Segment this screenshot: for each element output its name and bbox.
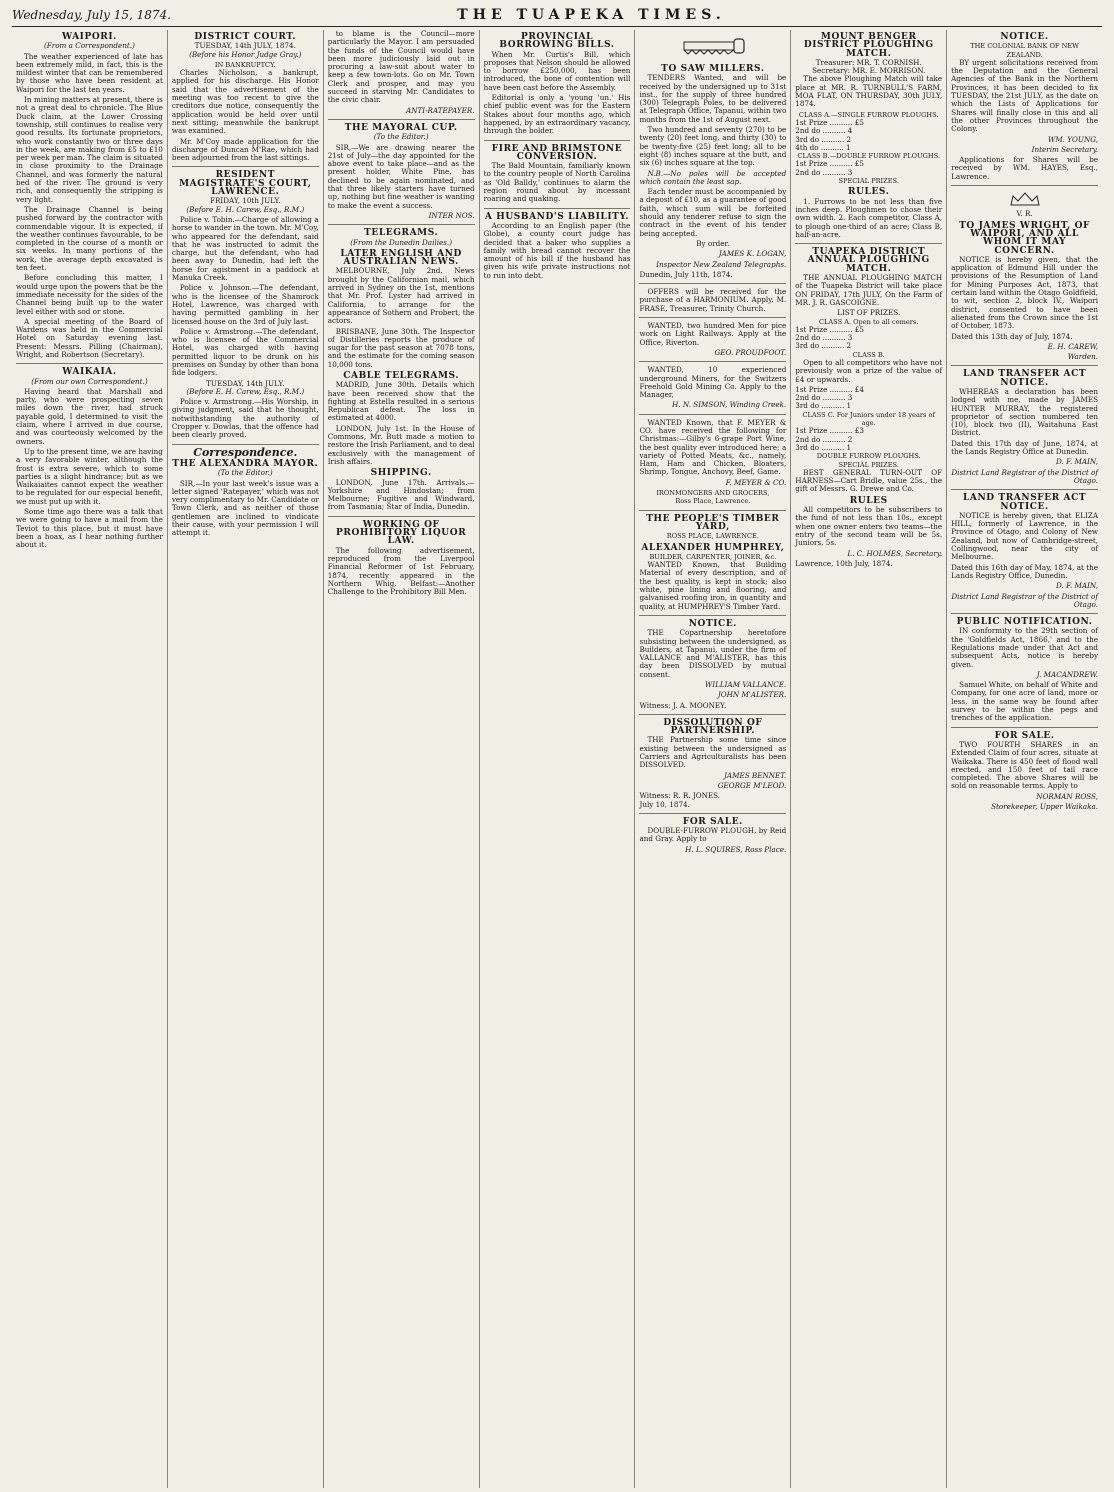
land-transfer-paragraph: WHEREAS a declaration has been lodged with me, made by JAMES HUNTER MURRAY, the registered proprietor of section numbered ten (10), block two (II), Waitahuna East District. bbox=[951, 386, 1099, 438]
meyer-ad: WANTED Known, that F. MEYER & CO. have received the following for Christmas:—Gilby's 6-grape Port Wine, the best quality ever introduced here; a variety of Potted Meats, &c., namely, Ham, Ham and Chicken, Bloaters, Shrimp, Tongue, Anchovy, Beef, Game. bbox=[639, 417, 787, 477]
rm-before: (Before E. H. Carew, Esq., R.M.) bbox=[186, 204, 305, 214]
prize-row: 1st Prize .......... £5 bbox=[795, 117, 864, 127]
telegrams-heading: TELEGRAMS. bbox=[364, 228, 439, 239]
fire-brimstone-paragraph: The Bald Mountain, familiarly known to the country people of North Carolina as 'Old Balldy,' continues to alarm the region round about by incessant roaring and quaking. bbox=[483, 161, 631, 204]
by-order: By order. bbox=[696, 238, 730, 248]
land-transfer-paragraph: NOTICE is hereby given, that ELIZA HILL, formerly of Lawrence, in the Province of Otago, and Colony of New Zealand, but now of Cambridge-street, Collingwood, near the city of Melbourne. bbox=[951, 510, 1099, 562]
prize-list bbox=[795, 119, 942, 152]
special-prizes-heading: SPECIAL PRIZES. bbox=[838, 460, 899, 469]
mayoral-cup-heading: THE MAYORAL CUP. bbox=[344, 122, 458, 133]
prize-row: 4th do .......... 1 bbox=[795, 142, 851, 152]
rm-paragraph: Police v. Armstrong.—The defendant, who is licensee of the Commercial Hotel, was charged with having permitted liquor to be drunk on his premises on Sunday by other than bona fide lodgers. bbox=[171, 326, 319, 378]
prize-row: 1st Prize .......... £5 bbox=[795, 159, 864, 169]
prize-list bbox=[795, 326, 942, 351]
humphrey-ad: WANTED Known, that Building Material of every description, and of the best quality, is kept in stock; also white, pine lining and flooring, and galvanised roofing iron, in quantity and quality, at HUMPHREY'S Timber Yard. bbox=[639, 560, 787, 611]
saw-millers-heading: TO SAW MILLERS. bbox=[661, 64, 765, 74]
rm-court-heading: RESIDENT MAGISTRATE'S COURT, LAWRENCE. bbox=[179, 170, 312, 198]
tuapeka-match-paragraph: THE ANNUAL PLOUGHING MATCH of the Tuapeka District will take place ON FRIDAY, 17th JULY, On the Farm of MR. J. R. GASCOIGNE. bbox=[795, 273, 943, 307]
to-the-editor: (To the Editor.) bbox=[217, 468, 273, 478]
waipori-heading: WAIPORI. bbox=[61, 32, 117, 42]
tuapeka-signature: L. C. HOLMES, Secretary. bbox=[847, 548, 943, 558]
miners-signature: H. N. SIMSON, Winding Creek. bbox=[672, 400, 787, 410]
prohibitory-law-heading: WORKING OF PROHIBITORY LIQUOR LAW. bbox=[336, 519, 467, 547]
vr-mark: V. R. bbox=[1016, 209, 1033, 219]
waikaia-subheading: (From our own Correspondent.) bbox=[31, 376, 148, 386]
land-transfer-date: Dated this 17th day of June, 1874, at the Lands Registry Office at Dunedin. bbox=[951, 438, 1099, 457]
waipori-paragraph: A special meeting of the Board of Wardens was held in the Commercial Hotel on Saturday evening last. Present: Messrs. Pilling (Chairman), Wright, and Robertson (Secretary). bbox=[16, 316, 163, 359]
class-b-note: Open to all competitors who have not previously won a prize of the value of £4 or upwards. bbox=[795, 357, 943, 384]
newspaper-title: THE TUAPEKA TIMES. bbox=[457, 7, 726, 23]
public-notification-paragraph: IN conformity to the 29th section of the 'Goldfields Act, 1866,' and to the Regulations made under that Act and subsequent Acts, notice is hereby given. bbox=[951, 626, 1099, 669]
saw-signature: JAMES K. LOGAN, bbox=[718, 249, 787, 259]
land-transfer-signature-title: District Land Registrar of the District of Otago. bbox=[951, 591, 1099, 609]
waikaia-paragraph: Up to the present time, we are having a very favorable winter, although the frost is extra severe, which to some parties is a slight hindrance; but as we Waikaiaites cannot expect the weather to be regulated for our especial benefit, we must put up with it. bbox=[16, 446, 163, 506]
prize-row: 2nd do .......... 3 bbox=[795, 333, 853, 343]
cable-paragraph: MADRID, June 30th. Details which have been received show that the fighting at Estella resulted in a serious Republican defeat. The loss in estimated at 4000. bbox=[327, 380, 475, 423]
vr-date: Dated this 13th day of July, 1874. bbox=[951, 331, 1073, 341]
district-court-heading: DISTRICT COURT. bbox=[194, 32, 297, 42]
rm-date: FRIDAY, 10th JULY. bbox=[209, 196, 281, 206]
news-paragraph: BRISBANE, June 30th. The Inspector of Distilleries reports the produce of sugar for the past season at 7078 tons, and the estimate for the coming season 10,000 tons. bbox=[327, 326, 475, 369]
land-transfer-signature-title: District Land Registrar of the District of Otago. bbox=[951, 467, 1099, 485]
public-notification-heading: PUBLIC NOTIFICATION. bbox=[956, 617, 1093, 628]
prize-row: 3rd do .......... 1 bbox=[795, 401, 852, 411]
tuapeka-match-heading: TUAPEKA DISTRICT ANNUAL PLOUGHING MATCH. bbox=[807, 247, 930, 274]
for-sale-paragraph: DOUBLE-FURROW PLOUGH, by Reid and Gray. Apply to bbox=[639, 826, 787, 844]
rm-paragraph: Police v. Armstrong.—His Worship, in giving judgment, said that he thought, notwithstanding the authority of Cropper v. Dowlas, that the offence had been clearly proved. bbox=[171, 397, 319, 440]
later-news-heading: LATER ENGLISH AND AUSTRALIAN NEWS. bbox=[340, 248, 462, 268]
letter-signature: ANTI-RATEPAYER. bbox=[406, 105, 475, 115]
bank-signature: WM. YOUNG, bbox=[1047, 134, 1099, 144]
vr-signature: E. H. CAREW, bbox=[1047, 341, 1099, 351]
notice-witness: Witness: J. A. MOONEY. bbox=[639, 700, 727, 710]
cable-paragraph: LONDON, July 1st. In the House of Commons, Mr. Butt made a motion to restore the Irish Parliament, and to deal exclusively with the management of Irish affairs. bbox=[327, 423, 475, 466]
borrowing-bills-heading: PROVINCIAL BORROWING BILLS. bbox=[499, 32, 615, 51]
class-a-heading: CLASS A. Open to all comers. bbox=[819, 317, 919, 326]
class-b-heading: CLASS B. bbox=[852, 350, 885, 359]
mayoral-cup-signature: INTER NOS. bbox=[428, 210, 475, 220]
telegrams-subheading: (From the Dunedin Dailies.) bbox=[350, 237, 453, 247]
prize-list bbox=[795, 160, 942, 177]
column-7 bbox=[947, 30, 1102, 1488]
class-b-heading: CLASS B.—DOUBLE FURROW PLOUGHS. bbox=[797, 152, 941, 161]
masthead bbox=[12, 4, 1102, 26]
for-sale-signature: H. L. SQUIRES, Ross Place. bbox=[685, 844, 787, 854]
special-prizes-heading: SPECIAL PRIZES. bbox=[838, 177, 899, 186]
meyer-signature: F. MEYER & CO. bbox=[725, 477, 787, 487]
for-sale-heading: FOR SALE. bbox=[994, 730, 1055, 741]
shipping-heading: SHIPPING. bbox=[370, 468, 432, 479]
rules-heading: RULES. bbox=[848, 187, 890, 198]
notice-signature: WILLIAM VALLANCE. bbox=[704, 680, 787, 689]
notice-signature: JOHN M'ALISTER. bbox=[717, 690, 787, 700]
prize-list bbox=[795, 386, 942, 411]
harmonium-ad: OFFERS will be received for the purchase of a HARMONIUM. Apply, M. FRASE, Treasurer, Trinity Church. bbox=[639, 287, 787, 313]
correspondence-paragraph: SIR,—In your last week's issue was a letter signed 'Ratepayer,' which was not very complimentary to Mr. Candidate or Town Clerk, and as neither of those gentlemen are inclined to vindicate their cause, with your permission I will attempt it. bbox=[171, 478, 319, 538]
tuapeka-date: Lawrence, 10th July, 1874. bbox=[795, 558, 893, 568]
for-sale-heading: FOR SALE. bbox=[682, 816, 743, 827]
bank-notice-paragraph: BY urgent solicitations received from the Deputation and the General Agencies of the Bank in the Northern Provinces, it has been decided to fix TUESDAY, the 21st JULY, as the date on which the Lists of Applications for Shares will finally close in this and all the other Provinces throughout the Colony. bbox=[951, 57, 1099, 134]
land-transfer-signature: D. F. MAIN, bbox=[1056, 581, 1099, 591]
husband-liability-paragraph: According to an English paper (the Globe), a county court judge has decided that a baker who supplies a family with bread cannot recover the amount of his bill if the husband has given his wife private instructions not to run into debt. bbox=[483, 220, 631, 280]
class-c-heading: CLASS C. For Juniors under 18 years of age. bbox=[802, 410, 935, 428]
rm-date-2: TUESDAY, 14th JULY. bbox=[206, 378, 285, 388]
news-paragraph: MELBOURNE, July 2nd. News brought by the Californian mail, which arrived in Sydney on the 1st, mentions that Mr. Prof. Lyster had arrived in California, to arrange for the appearance of Sothern and Probert, the actors. bbox=[327, 266, 475, 326]
rm-before-2: (Before E. H. Carew, Esq., R.M.) bbox=[186, 386, 305, 396]
court-paragraph: Charles Nicholson, a bankrupt, applied for his discharge. His Honor said that the advertisement of the meeting was too recent to give the creditors due notice, consequently the application would be held over until next sitting; meanwhile the bankrupt was examined. bbox=[171, 68, 319, 136]
borrowing-bills-paragraph: Editorial is only a 'young 'un.' His chief public event was for the Eastern Stakes about four months ago, which happened, by an extraordinary vacancy, through the bolder. bbox=[483, 93, 631, 136]
prize-row: 1st Prize .......... £5 bbox=[795, 324, 864, 334]
court-date: TUESDAY, 14th JULY, 1874. bbox=[194, 41, 296, 51]
saw-millers-paragraph: Two hundred and seventy (270) to be twenty (20) feet long, and thirty (30) to be twenty-five (25) feet long; all to be eight (8) inches square at the butt, and six (6) inches square at the top. bbox=[639, 125, 787, 168]
dissolution-paragraph: THE Partnership some time since existing between the undersigned as Carriers and Agriculturalists has been DISSOLVED. bbox=[639, 735, 787, 770]
waipori-paragraph: In mining matters at present, there is not a great deal to chronicle. The Blue Duck claim, at the Lower Crossing township, still continues to realise very good results. Its fortunate proprietors, who work constantly two or three days in the week, are making from £5 to £10 per week per man. The claim is situated in close proximity to the Drainage Channel, and was formerly the natural bed of the river. The ground is very rich, and consequently the stripping is very light. bbox=[16, 95, 163, 204]
prize-row: 2nd do .......... 3 bbox=[795, 167, 853, 177]
correspondence-heading: Correspondence. bbox=[193, 445, 298, 459]
for-sale-signature-title: Storekeeper, Upper Waikaka. bbox=[991, 802, 1099, 812]
alexandra-mayor-heading: THE ALEXANDRA MAYOR. bbox=[172, 458, 319, 469]
issue-date: Wednesday, July 15, 1874. bbox=[12, 8, 171, 22]
court-before: (Before his Honor Judge Gray.) bbox=[189, 49, 302, 59]
mount-benger-heading: MOUNT BENGER DISTRICT PLOUGHING MATCH. bbox=[803, 32, 934, 59]
vr-heading: TO JAMES WRIGHT, OF WAIPORI, AND ALL WHOM IT MAY CONCERN. bbox=[959, 220, 1091, 256]
prize-row: 1st Prize .......... £4 bbox=[795, 384, 864, 394]
waipori-paragraph: The weather experienced of late has been extremely mild, in fact, this is the mildest winter that can be remembered by those who have been resident at Waipori for the last ten years. bbox=[16, 51, 163, 94]
prize-row: 2nd do .......... 4 bbox=[795, 126, 853, 136]
husband-liability-heading: A HUSBAND'S LIABILITY. bbox=[484, 211, 630, 222]
prize-row: 2nd do .......... 2 bbox=[795, 434, 853, 444]
saw-date: Dunedin, July 11th, 1874. bbox=[639, 269, 733, 279]
miners-ad: WANTED, 10 experienced underground Miners, for the Switzers Freehold Gold Mining Co. Apply to the Manager, bbox=[639, 365, 787, 400]
column-2 bbox=[168, 30, 324, 1488]
bank-name: THE COLONIAL BANK OF NEW ZEALAND. bbox=[970, 42, 1079, 59]
column-4 bbox=[480, 30, 636, 1488]
waipori-paragraph: Before concluding this matter, I would urge upon the powers that be the immediate necessity for the sides of the Channel being built up to the water level either with sod or stone. bbox=[16, 273, 163, 316]
shipping-paragraph: LONDON, June 17th. Arrivals.—Yorkshire and Hindostan; from Melbourne; Fugitive and Windward, from Tasmania; Star of India, Dunedin. bbox=[327, 477, 475, 512]
mount-benger-treasurer: Treasurer: MR. T. CORNISH. bbox=[815, 57, 922, 67]
bank-applications: Applications for Shares will be received by WM. HAYES, Esq., Lawrence. bbox=[951, 155, 1099, 181]
cable-telegrams-heading: CABLE TELEGRAMS. bbox=[343, 370, 460, 381]
list-of-prizes-heading: LIST OF PRIZES. bbox=[837, 308, 901, 318]
land-transfer-date: Dated this 16th day of May, 1874, at the Lands Registry Office, Dunedin. bbox=[951, 562, 1099, 580]
notice-heading: NOTICE. bbox=[688, 618, 738, 629]
special-prizes-paragraph: BEST GENERAL TURN-OUT OF HARNESS—Cart Bridle, value 25s., the gift of Messrs. G. Drewe and Co. bbox=[795, 467, 943, 494]
court-bankruptcy: IN BANKRUPTCY. bbox=[214, 60, 276, 69]
vr-signature-title: Warden. bbox=[1067, 352, 1099, 362]
meyer-trade: IRONMONGERS AND GROCERS, bbox=[656, 489, 770, 498]
prize-row: 3rd do .......... 1 bbox=[795, 442, 852, 452]
court-paragraph: Mr. M'Coy made application for the discharge of Duncan M'Rae, which had been adjourned from the last sittings. bbox=[171, 136, 319, 163]
mayoral-cup-paragraph: SIR,—We are drawing nearer the 21st of July—the day appointed for the above event to take place—and as the present holder, White Pine, has declined to be again nominated, and that three likely starters have turned up, nothing but fine weather is wanting to make the event a success. bbox=[327, 142, 475, 210]
humphrey-trade: BUILDER, CARPENTER, JOINER, &c. bbox=[649, 552, 777, 561]
prize-row: 3rd do .......... 2 bbox=[795, 341, 852, 351]
dissolution-date: July 10, 1874. bbox=[639, 799, 690, 809]
notice-paragraph: THE Copartnership heretofore subsisting between the undersigned, as Builders, at Tapanui, under the firm of VALLANCE and M'ALISTER, has this day been DISSOLVED by mutual consent. bbox=[639, 628, 787, 679]
column-5 bbox=[635, 30, 791, 1488]
meyer-address: Ross Place, Lawrence. bbox=[675, 497, 751, 506]
borrowing-bills-paragraph: When Mr. Curtis's Bill, which proposes that Nelson should be allowed to borrow £250,000, has been introduced, the bone of contention will have been cast before the Assembly. bbox=[483, 49, 631, 92]
bank-notice-heading: NOTICE. bbox=[1000, 32, 1049, 42]
fire-brimstone-heading: FIRE AND BRIMSTONE CONVERSION. bbox=[491, 143, 623, 162]
railways-ad: WANTED, two hundred Men for pice work on Light Railways. Apply at the Office, Riverton. bbox=[639, 321, 787, 347]
prize-row: 3rd do .......... 2 bbox=[795, 134, 852, 144]
waipori-subheading: (From a Correspondent.) bbox=[43, 41, 135, 51]
bank-signature-title: Interim Secretary. bbox=[1031, 144, 1099, 154]
land-transfer-heading: LAND TRANSFER ACT NOTICE. bbox=[962, 493, 1087, 512]
column-1 bbox=[12, 30, 168, 1488]
dissolution-heading: DISSOLUTION OF PARTNERSHIP. bbox=[663, 717, 763, 737]
letter-continued: to blame is the Council—more particularly the Mayor. I am persuaded the funds of the Council would have been more judiciously laid out in procuring a law-suit about water to keep a few town-lots. Go on Mr. Town Clerk and prosper, and may you succeed in starving Mr. Candidates to the civic chair. bbox=[327, 30, 475, 105]
mount-benger-paragraph: The above Ploughing Match will take place at MR. R. TURNBULL'S FARM, MOA FLAT, ON THURSDAY, 30th JULY, 1874. bbox=[795, 74, 943, 109]
prohibitory-law-paragraph: The following advertisement, reproduced from the Liverpool Financial Reformer of 1st February, 1874, recently appeared in the Northern Whig, Belfast:—Another Challenge to the Prohibitory Bill Men. bbox=[327, 545, 475, 597]
for-sale-signature: NORMAN ROSS, bbox=[1036, 791, 1099, 801]
rules-paragraph: 1. Furrows to be not less than five inches deep. Ploughmen to chose their own width. 2. Each competitor, Class A, to plough one-third of an acre; Class B, half-an-acre. bbox=[795, 196, 943, 239]
public-notification-paragraph: Samuel White, on behalf of White and Company, for one acre of land, more or less, in the same way be found after survey to be within the pegs and trenches of the application. bbox=[951, 680, 1099, 723]
dissolution-witness: Witness: R. R. JONES. bbox=[639, 791, 721, 801]
prize-row: 1st Prize .......... £3 bbox=[795, 426, 864, 436]
land-transfer-heading: LAND TRANSFER ACT NOTICE. bbox=[962, 369, 1087, 388]
column-3 bbox=[324, 30, 480, 1488]
saw-millers-paragraph: TENDERS Wanted, and will be received by the undersigned up to 31st inst., for the supply of three hundred (300) Telegraph Poles, to be delivered at Telegraph Office, Tapanui, within two months from the 1st of August next. bbox=[639, 73, 787, 124]
timber-yard-address: ROSS PLACE, LAWRENCE. bbox=[666, 532, 759, 541]
waikaia-paragraph: Having heard that Marshall and party, who were prospecting seven miles down the river, had struck payable gold, I determined to visit the claim, where I arrived in due course, and was courteously welcomed by the owners. bbox=[16, 386, 163, 446]
prize-list bbox=[795, 427, 942, 452]
waikaia-paragraph: Some time ago there was a talk that we were going to have a mail from the Teviot to this place, but it must have been a hoax, as I hear nothing further about it. bbox=[16, 507, 163, 550]
crown-icon bbox=[951, 190, 1098, 210]
land-transfer-signature: D. F. MAIN, bbox=[1056, 457, 1099, 467]
double-furrow-heading: DOUBLE FURROW PLOUGHS. bbox=[816, 452, 921, 461]
prize-row: 2nd do .......... 3 bbox=[795, 393, 853, 403]
public-notification-signature: J. MACANDREW. bbox=[1036, 669, 1099, 679]
rm-paragraph: Police v. Tobin.—Charge of allowing a horse to wander in the town. Mr. M'Coy, who appeared for the defendant, said that he was instructed to admit the charge, but the defendant, who had been away to Dunedin, had left the horse for agistment in a paddock at Manuka Creek. bbox=[171, 214, 319, 283]
railways-signature: GEO. PROUDFOOT. bbox=[714, 347, 787, 357]
rm-paragraph: Police v. Johnson.—The defendant, who is the licensee of the Shamrock Hotel, Lawrence, was charged with having permitted gambling in her licensed house on the 3rd of July last. bbox=[171, 283, 319, 326]
rules-heading: RULES bbox=[849, 495, 888, 506]
mount-benger-secretary: Secretary: MR. E. MORRISON. bbox=[812, 66, 926, 76]
humphrey-heading: ALEXANDER HUMPHREY, bbox=[641, 542, 785, 553]
waikaia-heading: WAIKAIA. bbox=[62, 367, 117, 378]
dissolution-signature: JAMES BENNET. bbox=[724, 770, 787, 780]
waipori-paragraph: The Drainage Channel is being pushed forward by the contractor with commendable vigour. It is expected, if the weather continues favourable, to be completed in the course of a month or six weeks. In many portions of the work, the average depth excavated is ten feet. bbox=[16, 204, 163, 273]
saw-millers-paragraph: Each tender must be accompanied by a deposit of £10, as a guarantee of good faith, which sum will be forfeited should any tenderer refuse to sign the contract in the event of his tender being accepted. bbox=[639, 187, 787, 238]
saw-millers-note: N.B.—No poles will be accepted which contain the least sap. bbox=[639, 168, 787, 186]
dissolution-signature: GEORGE M'LEOD. bbox=[717, 780, 787, 790]
timber-yard-heading: THE PEOPLE'S TIMBER YARD, bbox=[646, 513, 780, 532]
vr-paragraph: NOTICE is hereby given, that the application of Edmund Hill under the provisions of the Resumption of Land for Mining Purposes Act, 1873, that certain land within the Otago Goldfield, to wit, section 2, block IV., Waipori district, consented to have been alienated from the Crown since the 1st of October, 1873. bbox=[951, 254, 1099, 331]
class-a-heading: CLASS A.—SINGLE FURROW PLOUGHS. bbox=[798, 110, 939, 119]
column-6 bbox=[791, 30, 947, 1488]
for-sale-paragraph: TWO FOURTH SHARES in an Extended Claim of four acres, situate at Waikaka. There is 450 feet of flood wall erected, and 150 feet of tail race completed. The above Shares will be sold on reasonable terms. Apply to bbox=[951, 739, 1099, 791]
saw-signature-title: Inspector New Zealand Telegraphs. bbox=[656, 259, 787, 269]
saw-icon bbox=[639, 32, 786, 62]
rules-paragraph: All competitors to be subscribers to the fund of not less than 10s., except when one owner enters two teams—the entry of the second team will be 5s. Juniors, 5s. bbox=[795, 505, 943, 548]
to-the-editor: (To the Editor.) bbox=[373, 132, 429, 142]
